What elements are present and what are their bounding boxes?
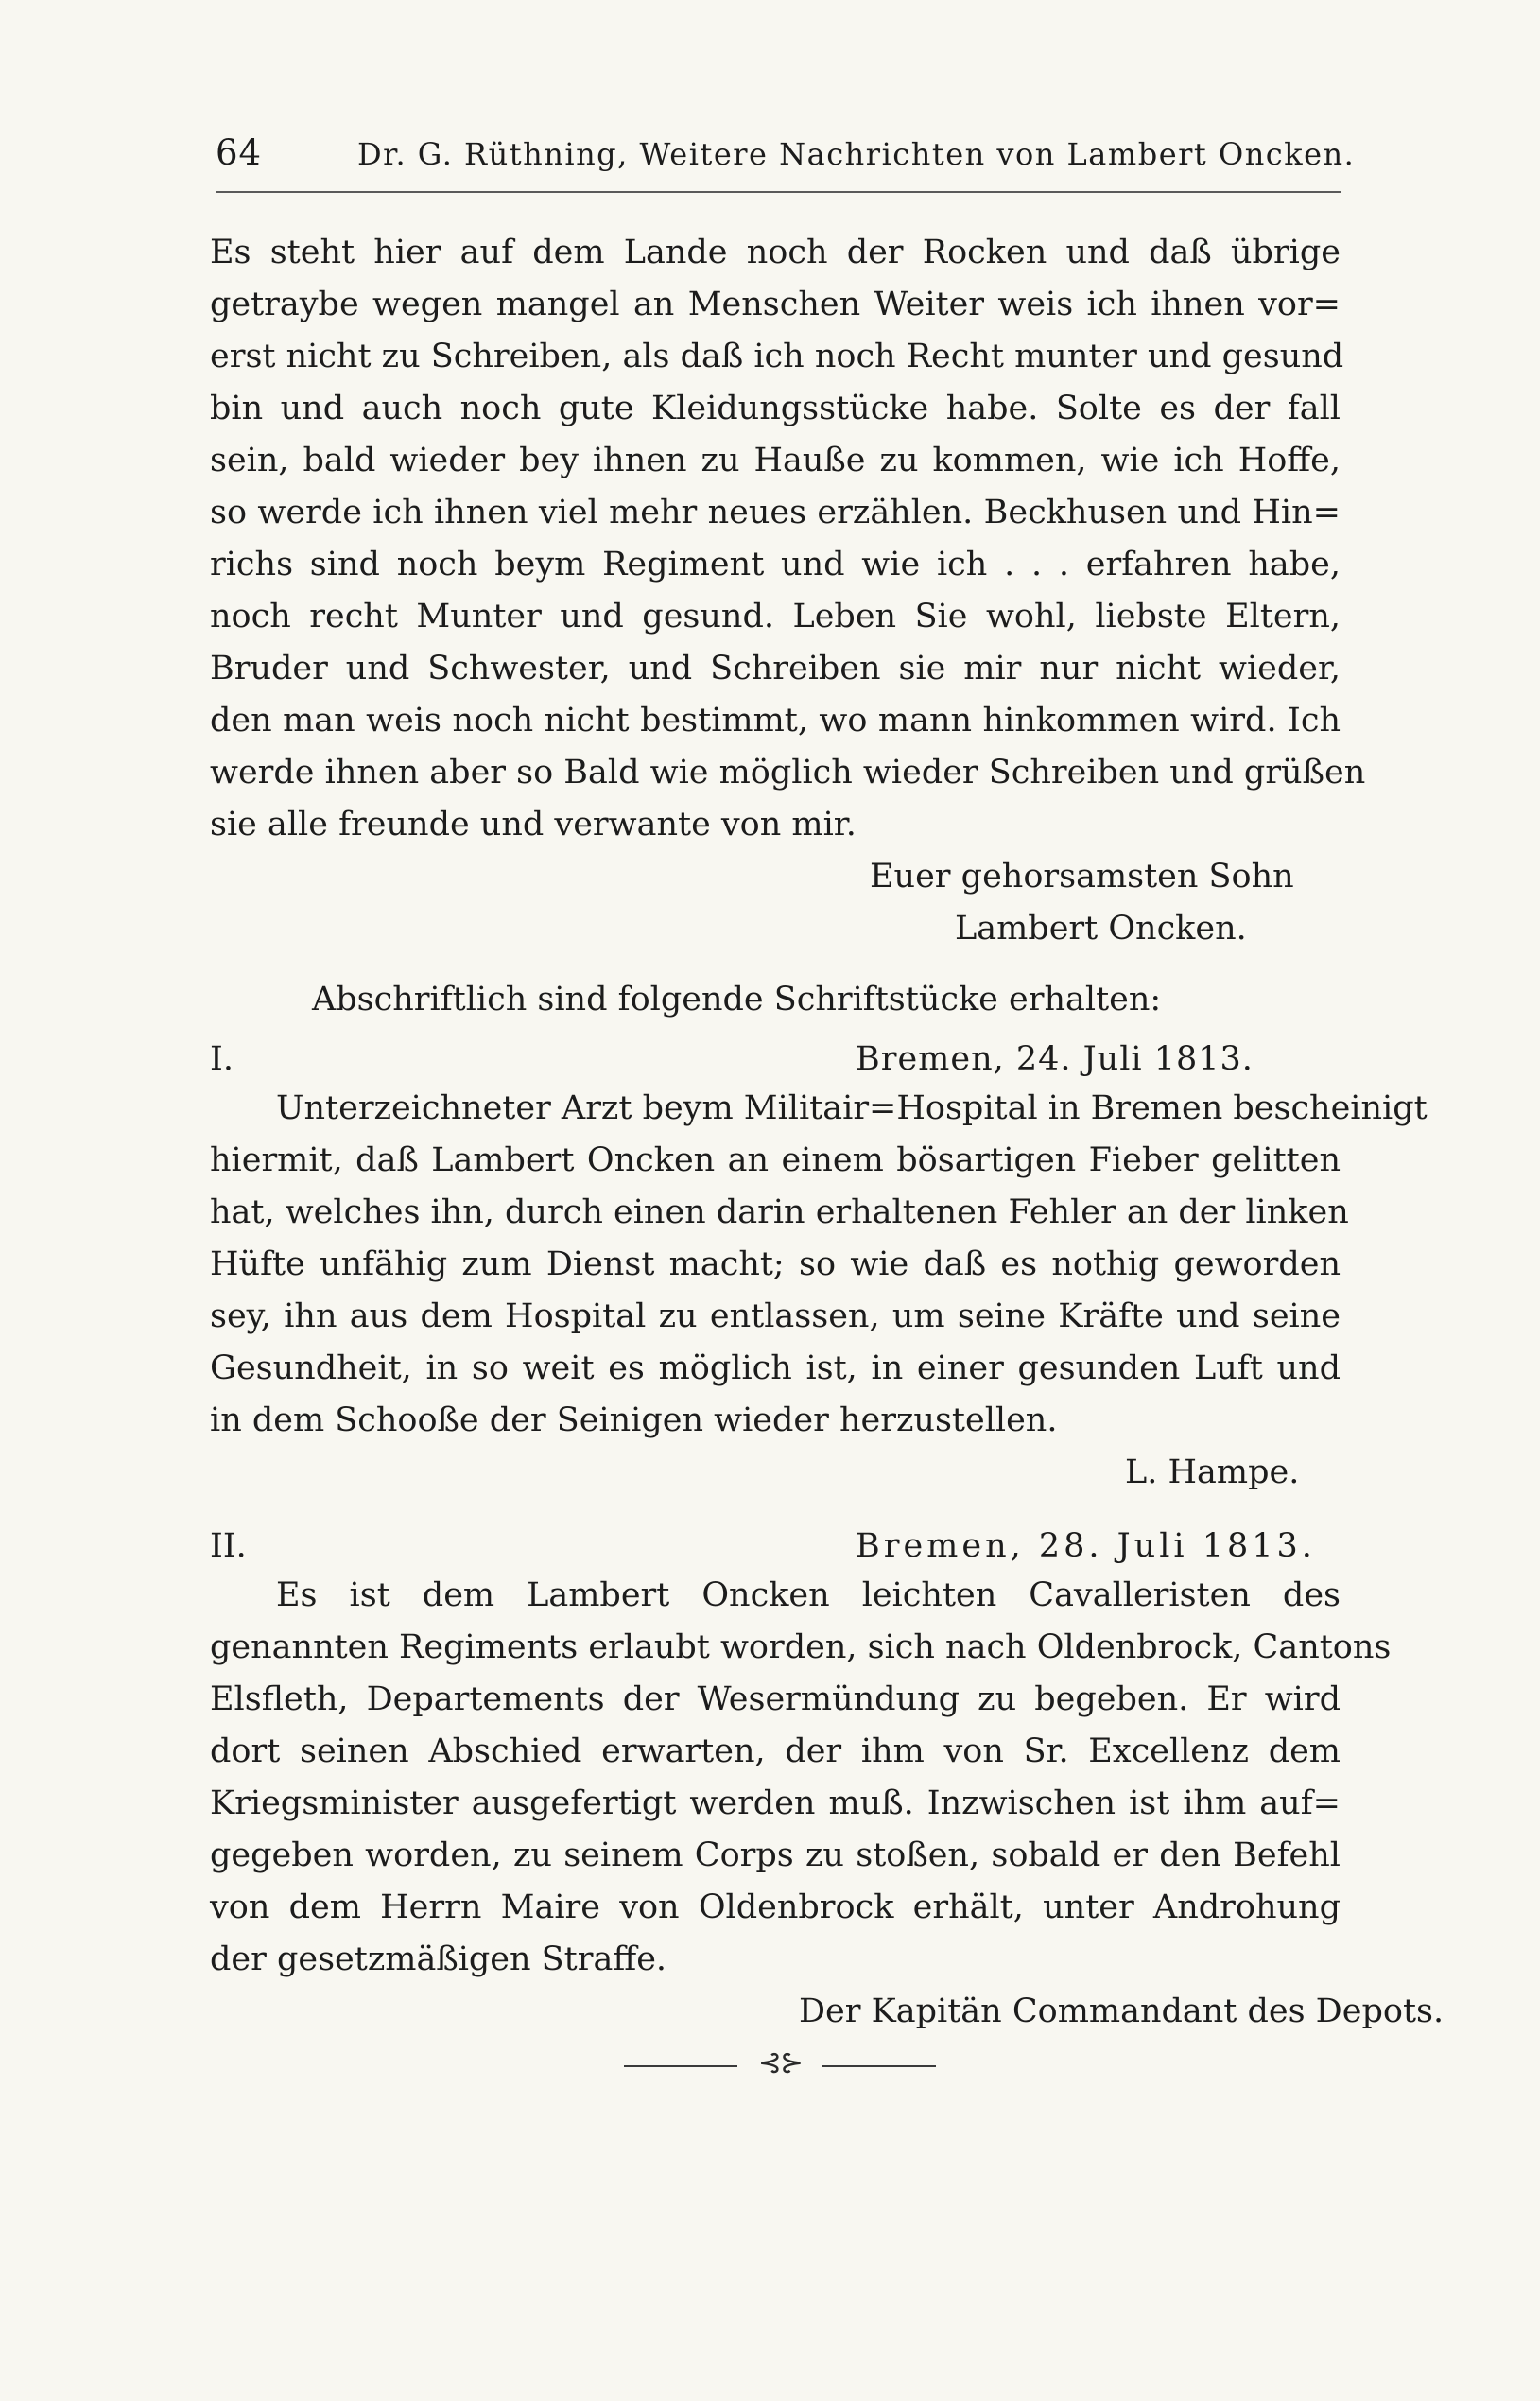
ornament-rule-right [822, 2065, 936, 2067]
document-line: der gesetzmäßigen Straffe. [210, 1940, 667, 1978]
letter-line: sein, bald wieder bey ihnen zu Hauße zu kommen, wie ich Hoffe, [210, 442, 1341, 479]
letter-line: so werde ich ihnen viel mehr neues erzählen. Beckhusen und Hin= [210, 494, 1341, 531]
letter-line: richs sind noch beym Regiment und wie ich . . . erfahren habe, [210, 546, 1341, 583]
document-line: Elsfleth, Departements der Wesermündung zu begeben. Er wird [210, 1680, 1341, 1718]
ornament-flourish-icon: ⊰⊱ [757, 2046, 803, 2079]
letter-line: getraybe wegen mangel an Menschen Weiter weis ich ihnen vor= [210, 286, 1341, 323]
header-rule [216, 191, 1341, 193]
document-dateline: Bremen, 28. Juli 1813. [856, 1527, 1316, 1565]
letter-line: Bruder und Schwester, und Schreiben sie mir nur nicht wieder, [210, 650, 1341, 687]
letter-line: werde ihnen aber so Bald wie möglich wieder Schreiben und grüßen [210, 754, 1366, 792]
running-head: Dr. G. Rüthning, Weitere Nachrichten von Lambert Oncken. [357, 136, 1356, 172]
document-line: Unterzeichneter Arzt beym Militair=Hospital in Bremen bescheinigt [276, 1089, 1428, 1127]
document-line: Hüfte unfähig zum Dienst macht; so wie daß es nothig geworden [210, 1245, 1341, 1283]
letter-line: bin und auch noch gute Kleidungsstücke habe. Solte es der fall [210, 390, 1341, 427]
letter-signature: Lambert Oncken. [955, 910, 1247, 948]
document-signature: L. Hampe. [1125, 1453, 1300, 1491]
page-header [216, 132, 1356, 189]
document-numeral: I. [210, 1040, 234, 1078]
document-line: Gesundheit, in so weit es möglich ist, in einer gesunden Luft und [210, 1349, 1341, 1387]
intro-line: Abschriftlich sind folgende Schriftstücke erhalten: [312, 981, 1162, 1018]
document-line: in dem Schooße der Seinigen wieder herzustellen. [210, 1401, 1058, 1439]
letter-closing: Euer gehorsamsten Sohn [870, 858, 1294, 896]
document-signature: Der Kapitän Commandant des Depots. [799, 1992, 1445, 2030]
document-line: genannten Regiments erlaubt worden, sich nach Oldenbrock, Cantons [210, 1628, 1392, 1666]
document-numeral: II. [210, 1527, 247, 1565]
document-line: dort seinen Abschied erwarten, der ihm von Sr. Excellenz dem [210, 1732, 1341, 1770]
document-dateline: Bremen, 24. Juli 1813. [856, 1040, 1254, 1078]
end-ornament [624, 2046, 936, 2080]
letter-line: erst nicht zu Schreiben, als daß ich noch Recht munter und gesund [210, 338, 1344, 375]
document-line: Kriegsminister ausgefertigt werden muß. Inzwischen ist ihm auf= [210, 1784, 1341, 1822]
document-line: Es ist dem Lambert Oncken leichten Cavalleristen des [276, 1576, 1341, 1614]
document-line: gegeben worden, zu seinem Corps zu stoßen, sobald er den Befehl [210, 1836, 1341, 1874]
letter-line: Es steht hier auf dem Lande noch der Rocken und daß übrige [210, 234, 1341, 271]
page-number: 64 [216, 132, 263, 173]
letter-line: sie alle freunde und verwante von mir. [210, 806, 857, 844]
document-line: von dem Herrn Maire von Oldenbrock erhält, unter Androhung [210, 1888, 1341, 1926]
document-line: sey, ihn aus dem Hospital zu entlassen, um seine Kräfte und seine [210, 1297, 1341, 1335]
document-line: hiermit, daß Lambert Oncken an einem bösartigen Fieber gelitten [210, 1141, 1341, 1179]
letter-line: noch recht Munter und gesund. Leben Sie wohl, liebste Eltern, [210, 598, 1341, 635]
document-line: hat, welches ihn, durch einen darin erhaltenen Fehler an der linken [210, 1193, 1349, 1231]
ornament-rule-left [624, 2065, 737, 2067]
letter-line: den man weis noch nicht bestimmt, wo mann hinkommen wird. Ich [210, 702, 1341, 739]
